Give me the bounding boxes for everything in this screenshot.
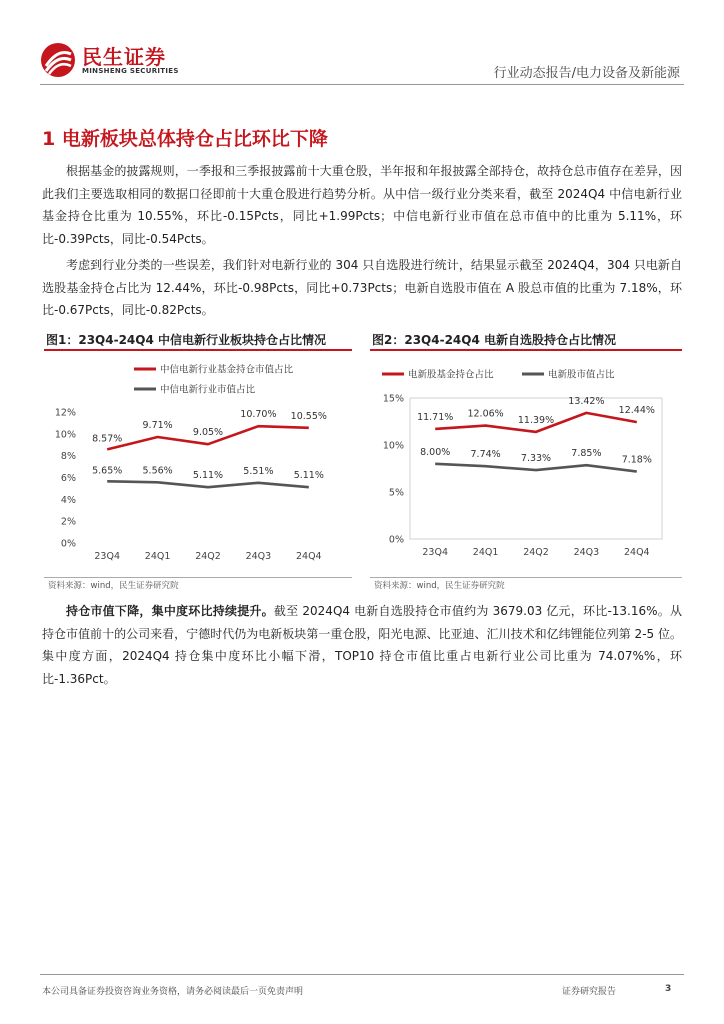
y-tick-label: 5% xyxy=(388,487,404,499)
x-tick-label: 24Q4 xyxy=(295,551,322,562)
data-label: 7.74% xyxy=(470,449,501,461)
paragraph-3-lead: 持仓市值下降，集中度环比持续提升。 xyxy=(66,604,274,618)
data-label: 5.11% xyxy=(192,470,224,482)
data-label: 5.11% xyxy=(293,470,324,482)
data-label: 12.44% xyxy=(618,405,655,417)
legend-label: 电新股基金持仓占比 xyxy=(408,369,494,381)
data-label: 10.55% xyxy=(290,410,327,422)
y-tick-label: 15% xyxy=(382,393,404,405)
x-tick-label: 24Q2 xyxy=(523,547,549,558)
paragraph-2-text: 考虑到行业分类的一些误差，我们针对电新行业的 304 只自选股进行统计，结果显示截至 2024Q4，304 只电新自选股基金持仓占比为 12.44%，环比-0.98Pcts，同比+0.73Pcts；电新自选股市值在 A 股总市值的比重为 7.18%，环比-0.67Pcts，同比-0.82Pcts。 xyxy=(42,258,682,317)
paragraph-1-text: 根据基金的披露规则，一季报和三季报披露前十大重仓股，半年报和年报披露全部持仓，故持仓总市值存在差异，因此我们主要选取相同的数据口径即前十大重仓股进行趋势分析。从中信一级行业分类来看，截至 2024Q4 中信电新行业基金持仓比重为 10.55%，环比-0.15Pcts，同比+1.99Pcts；中信电新行业市值在总市值中的比重为 5.11%，环比-0.39Pcts，同比-0.54Pcts。 xyxy=(42,164,682,246)
legend-label: 中信电新行业市值占比 xyxy=(160,384,256,396)
y-tick-label: 0% xyxy=(60,538,76,550)
data-label: 8.00% xyxy=(420,446,451,458)
company-logo xyxy=(40,40,180,80)
footer-divider xyxy=(40,974,684,975)
x-tick-label: 24Q3 xyxy=(573,547,600,558)
data-label: 10.70% xyxy=(240,409,277,421)
figure-1-source-rule xyxy=(44,577,352,578)
y-tick-label: 10% xyxy=(382,440,404,452)
figure-2-source-rule xyxy=(370,577,682,578)
logo-text-cn: 民生证券 xyxy=(82,45,166,69)
y-tick-label: 10% xyxy=(54,429,76,441)
data-label: 7.18% xyxy=(621,454,652,466)
logo-text-en: MINSHENG SECURITIES xyxy=(82,67,179,75)
data-label: 5.51% xyxy=(243,465,274,477)
data-label: 7.33% xyxy=(520,453,552,465)
x-tick-label: 23Q4 xyxy=(422,547,449,558)
figure-1-chart xyxy=(44,352,352,576)
y-tick-label: 0% xyxy=(388,534,404,546)
y-tick-label: 2% xyxy=(60,516,76,528)
figure-1-source: 资料来源：wind，民生证券研究院 xyxy=(48,581,179,591)
data-label: 7.85% xyxy=(571,448,602,460)
paragraph-3 xyxy=(42,600,682,690)
paragraph-3-text xyxy=(42,600,682,690)
y-tick-label: 8% xyxy=(60,451,76,463)
data-label: 8.57% xyxy=(92,433,123,445)
y-tick-label: 12% xyxy=(54,407,76,419)
figure-2-title: 图2：23Q4-24Q4 电新自选股持仓占比情况 xyxy=(372,333,617,347)
figure-2-title-rule xyxy=(370,349,682,351)
series-line-2 xyxy=(107,481,309,487)
minsheng-logo-icon xyxy=(40,42,76,78)
figure-2-source: 资料来源：wind，民生证券研究院 xyxy=(374,581,505,591)
x-tick-label: 23Q4 xyxy=(94,551,121,562)
x-tick-label: 24Q3 xyxy=(245,551,272,562)
data-label: 11.71% xyxy=(417,411,454,423)
data-label: 9.05% xyxy=(192,427,224,439)
footer-report-type: 证券研究报告 xyxy=(562,987,617,997)
report-category: 行业动态报告/电力设备及新能源 xyxy=(493,66,680,81)
data-label: 13.42% xyxy=(568,395,605,407)
legend-label: 电新股市值占比 xyxy=(548,369,615,381)
y-tick-label: 6% xyxy=(60,473,76,484)
figure-1-title-rule xyxy=(44,349,352,351)
paragraph-3-body: 截至 2024Q4 电新自选股持仓市值约为 3679.03 亿元，环比-13.16%。从持仓市值前十的公司来看，宁德时代仍为电新板块第一重仓股，阳光电源、比亚迪、汇川技术和亿纬锂能位列第 2-5 位。集中度方面，2024Q4 持仓集中度环比小幅下滑，TOP10 持仓市值比重占电新行业公司比重为 74.07%%，环比-1.36Pct。 xyxy=(42,604,682,686)
y-tick-label: 4% xyxy=(60,494,76,506)
footer-disclaimer: 本公司具备证券投资咨询业务资格，请务必阅读最后一页免责声明 xyxy=(42,987,304,997)
figure-2-chart xyxy=(370,352,682,576)
page-number: 3 xyxy=(665,984,672,994)
legend-label: 中信电新行业基金持仓市值占比 xyxy=(160,364,294,376)
data-label: 11.39% xyxy=(517,414,555,426)
data-label: 5.56% xyxy=(142,465,173,477)
data-label: 9.71% xyxy=(142,419,173,431)
x-tick-label: 24Q1 xyxy=(144,551,171,562)
paragraph-1 xyxy=(42,160,682,250)
section-title: 1 电新板块总体持仓占比环比下降 xyxy=(42,128,328,150)
data-label: 12.06% xyxy=(467,408,504,420)
figure-1-title: 图1：23Q4-24Q4 中信电新行业板块持仓占比情况 xyxy=(46,333,327,347)
x-tick-label: 24Q1 xyxy=(472,547,499,558)
x-tick-label: 24Q4 xyxy=(623,547,650,558)
series-line-2 xyxy=(435,464,637,472)
data-label: 5.65% xyxy=(92,465,123,477)
header-divider xyxy=(40,84,684,85)
page-header xyxy=(0,0,724,90)
paragraph-2 xyxy=(42,254,682,322)
x-tick-label: 24Q2 xyxy=(195,551,221,562)
